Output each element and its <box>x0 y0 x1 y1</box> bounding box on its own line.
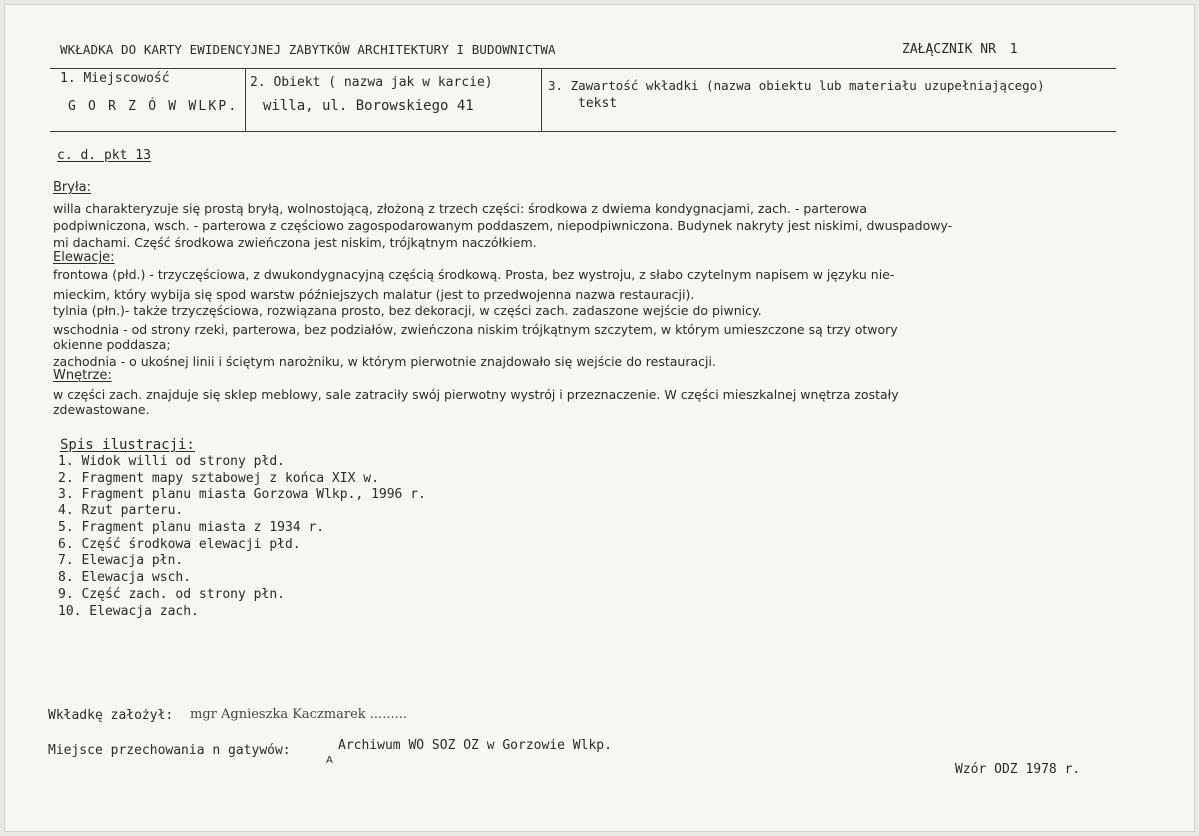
table-divider-1 <box>245 68 246 131</box>
elewacje-line-5: okienne poddasza; <box>53 337 171 352</box>
storage-value: Archiwum WO SOZ OZ w Gorzowie Wlkp. <box>338 738 612 753</box>
illustration-item-1: 1. Widok willi od strony płd. <box>58 454 285 469</box>
elewacje-line-4: wschodnia - od strony rzeki, parterowa, bez podziałów, zwieńczona niskim trójkątnym szczytem, w którym umieszczone są trzy otwory <box>53 322 898 337</box>
field-object-value: willa, ul. Borowskiego 41 <box>263 98 474 114</box>
author-label: Wkładkę założył: <box>48 708 174 723</box>
wnetrze-line-1: w części zach. znajduje się sklep meblowy, sale zatraciły swój pierwotny wystrój i przeznaczenie. W części mieszkalnej wnętrza zostały <box>53 387 899 402</box>
elewacje-line-1: frontowa (płd.) - trzyczęściowa, z dwukondygnacyjną częścią środkową. Prosta, bez wystroju, z słabo czytelnym napisem w języku nie- <box>53 267 895 282</box>
elewacje-line-2: mieckim, który wybija się spod warstw późniejszych malatur (jest to przedwojenna nazwa restauracji). <box>53 287 695 302</box>
elewacje-line-3: tylnia (płn.)- także trzyczęściowa, rozwiązana prosto, bez dekoracji, w części zach. zadaszone wejście do piwnicy. <box>53 303 762 318</box>
table-divider-2 <box>541 68 542 131</box>
bryla-line-1: willa charakteryzuje się prostą bryłą, wolnostojącą, złożoną z trzech części: środkowa z dwiema kondygnacjami, zach. - parterowa <box>53 201 868 216</box>
illustration-item-3: 3. Fragment planu miasta Gorzowa Wlkp., 1996 r. <box>58 487 426 502</box>
wnetrze-heading: Wnętrze: <box>53 368 112 383</box>
bryla-line-2: podpiwniczona, wsch. - parterowa z częściowo zagospodarowanym poddaszem, niepodpiwniczona. Budynek nakryty jest niskimi, dwuspadowy- <box>53 218 953 233</box>
illustration-item-7: 7. Elewacja płn. <box>58 553 184 568</box>
annex-number: 1 <box>1009 42 1018 57</box>
illustration-item-4: 4. Rzut parteru. <box>58 503 184 518</box>
form-header-title: WKŁADKA DO KARTY EWIDENCYJNEJ ZABYTKÓW ARCHITEKTURY I BUDOWNICTWA <box>60 42 556 57</box>
author-value: mgr Agnieszka Kaczmarek ......... <box>190 707 407 722</box>
bryla-heading: Bryła: <box>53 180 91 195</box>
wnetrze-line-2: zdewastowane. <box>53 402 150 417</box>
illustration-item-8: 8. Elewacja wsch. <box>58 570 192 585</box>
illustration-item-2: 2. Fragment mapy sztabowej z końca XIX w. <box>58 471 379 486</box>
illustrations-heading: Spis ilustracji: <box>60 437 195 453</box>
form-model-label: Wzór ODZ 1978 r. <box>955 762 1081 777</box>
document-page <box>4 4 1195 832</box>
storage-mark: A <box>326 755 333 766</box>
bryla-line-3: mi dachami. Część środkowa zwieńczona jest niskim, trójkątnym naczółkiem. <box>53 235 537 250</box>
illustration-item-10: 10. Elewacja zach. <box>58 604 199 619</box>
annex-number-label <box>902 42 1018 57</box>
table-bottom-line <box>50 131 1116 132</box>
table-top-line <box>50 68 1116 69</box>
field-content-value: tekst <box>578 96 618 111</box>
elewacje-line-6: zachodnia - o ukośnej linii i ściętym narożniku, w którym pierwotnie znajdowało się wejście do restauracji. <box>53 354 716 369</box>
field-content-label: 3. Zawartość wkładki (nazwa obiektu lub materiału uzupełniającego) <box>548 78 1045 93</box>
storage-label: Miejsce przechowania n gatywów: <box>48 743 291 758</box>
continuation-note: c. d. pkt 13 <box>57 148 151 163</box>
annex-label: ZAŁĄCZNIK NR <box>902 42 996 57</box>
illustration-item-6: 6. Część środkowa elewacji płd. <box>58 537 301 552</box>
illustration-item-5: 5. Fragment planu miasta z 1934 r. <box>58 520 325 535</box>
illustration-item-9: 9. Część zach. od strony płn. <box>58 587 285 602</box>
field-object-label: 2. Obiekt ( nazwa jak w karcie) <box>250 75 493 90</box>
field-locality-value: G O R Z Ó W WLKP. <box>68 99 239 114</box>
elewacje-heading: Elewacje: <box>53 250 115 265</box>
field-locality-label: 1. Miejscowość <box>60 71 170 86</box>
